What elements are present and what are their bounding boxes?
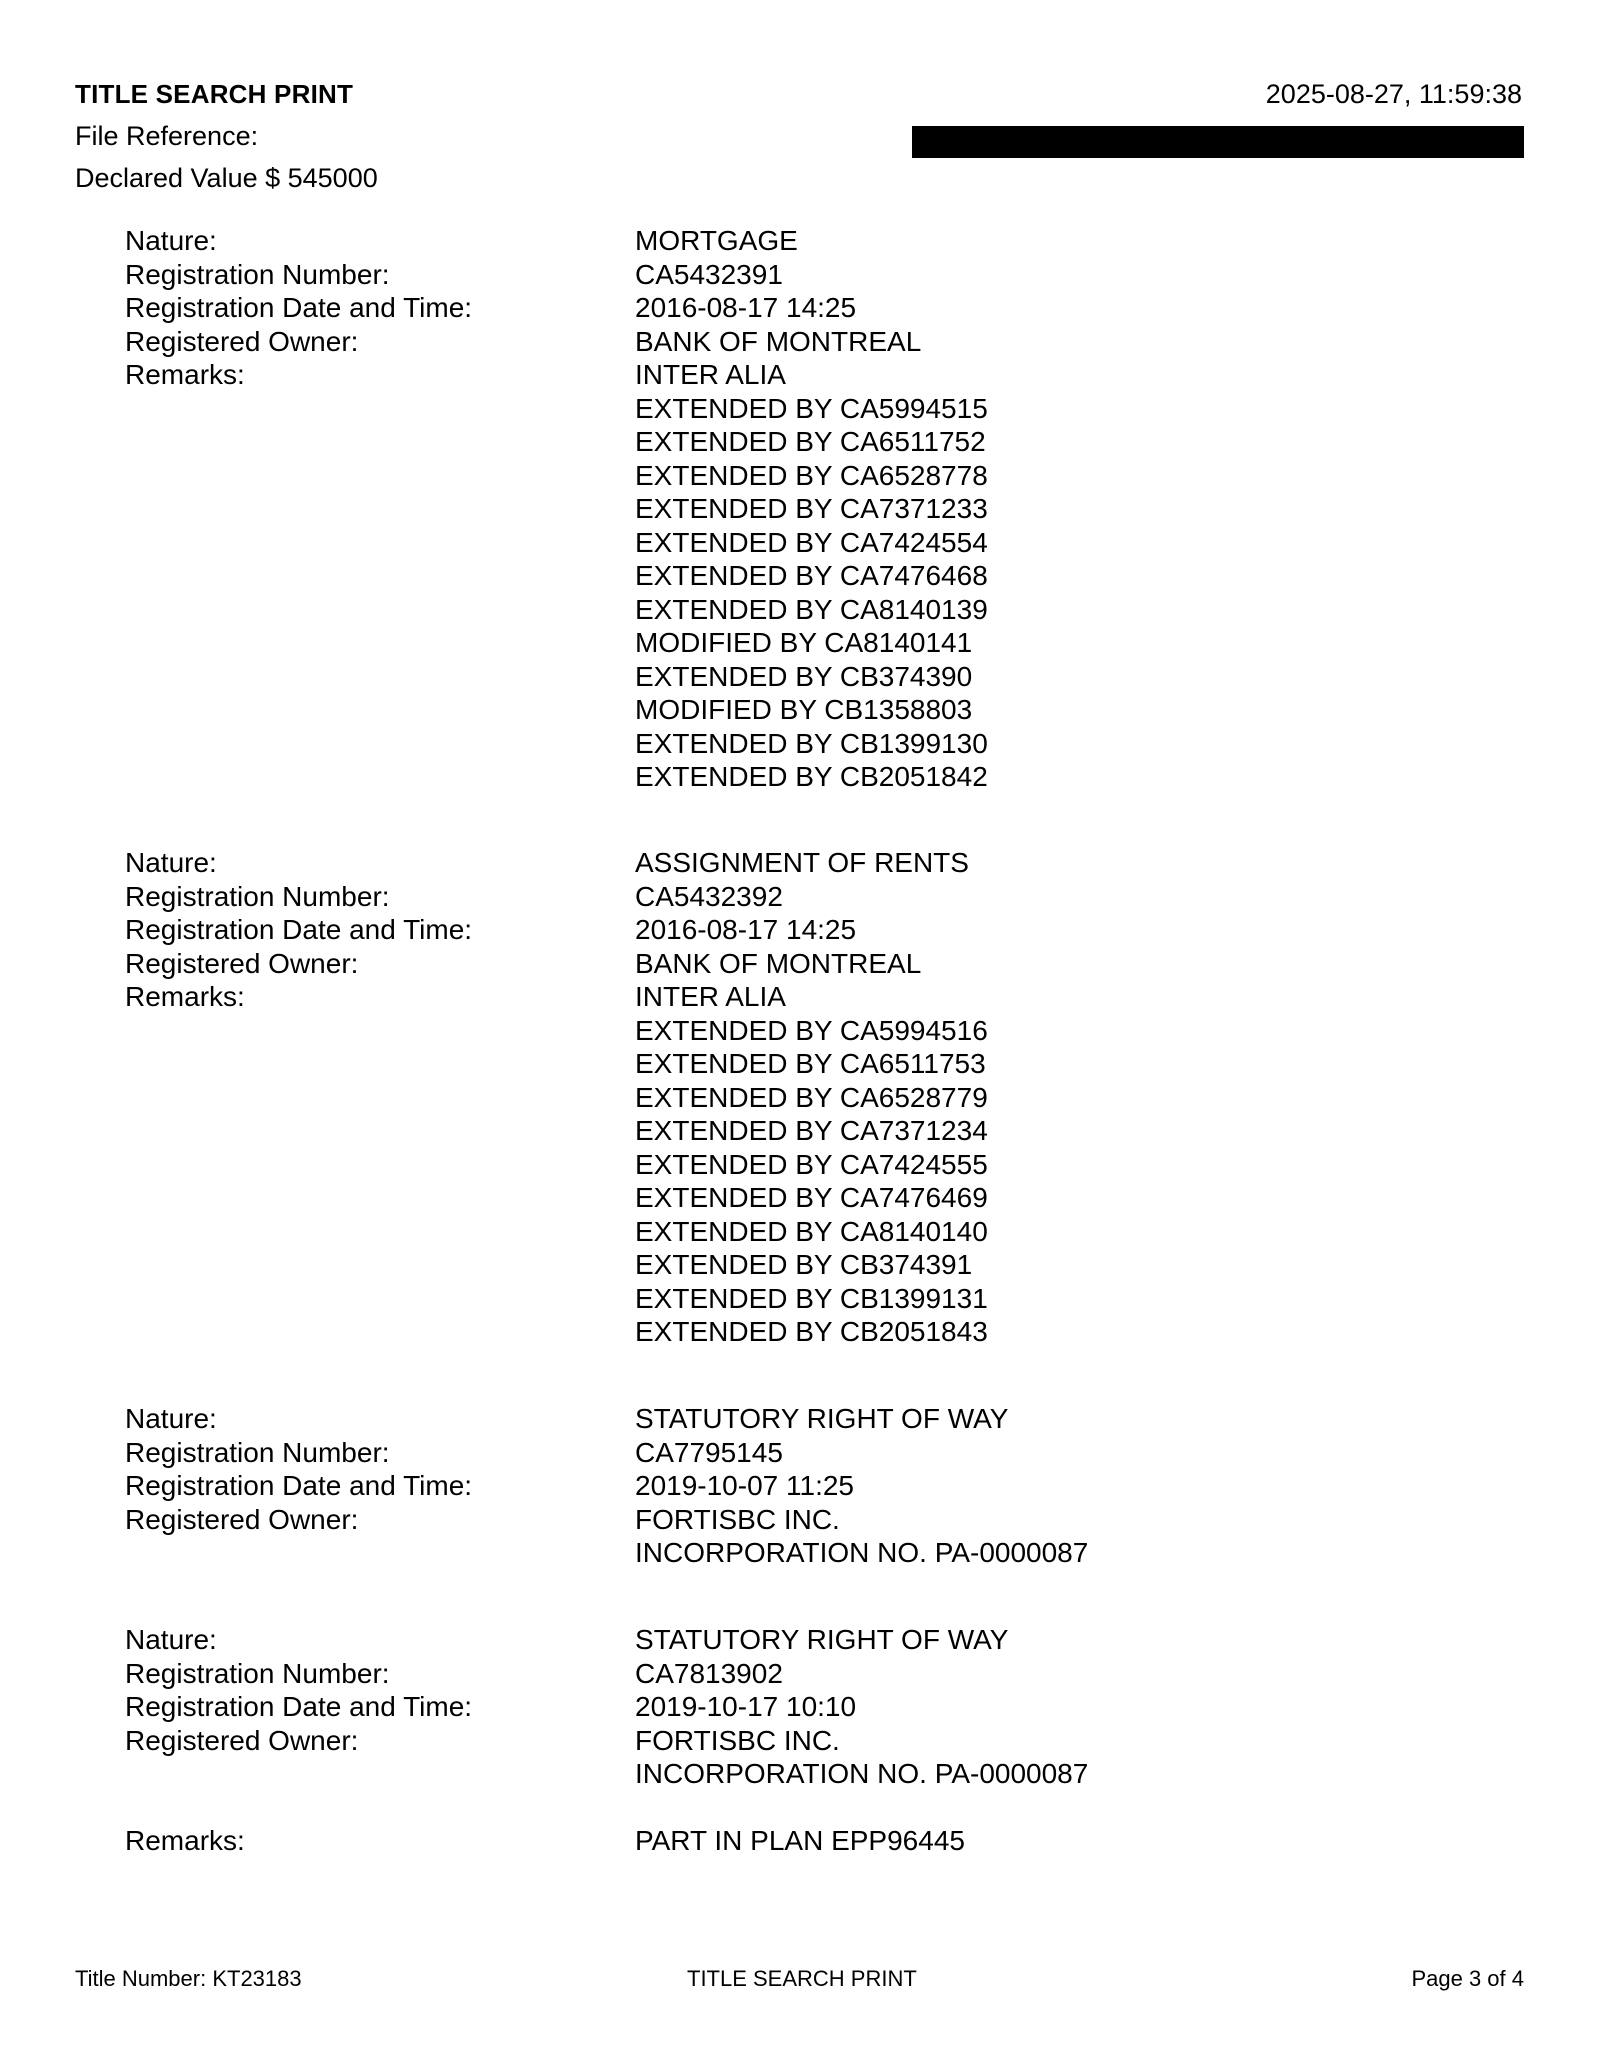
nature-label: Nature: — [125, 225, 217, 256]
remark-line: EXTENDED BY CA6528778 — [635, 459, 988, 491]
footer-title-number: Title Number: KT23183 — [75, 1966, 302, 1991]
registration-number-value: CA7813902 — [635, 1657, 783, 1689]
remark-line: EXTENDED BY CA7371233 — [635, 493, 988, 524]
registered-owner-value: BANK OF MONTREAL — [635, 947, 922, 979]
remark-line: EXTENDED BY CA6528779 — [635, 1081, 988, 1113]
print-timestamp: 2025-08-27, 11:59:38 — [1265, 79, 1522, 109]
remark-line: EXTENDED BY CA6511753 — [635, 1048, 986, 1079]
registration-date-value: 2016-08-17 14:25 — [635, 914, 857, 945]
registered-owner-incorporation: INCORPORATION NO. PA-0000087 — [635, 1537, 1089, 1568]
registered-owner-value: FORTISBC INC. — [635, 1503, 840, 1535]
remark-line: EXTENDED BY CA5994516 — [635, 1014, 988, 1046]
nature-label: Nature: — [125, 1624, 217, 1655]
file-reference-label: File Reference: — [75, 121, 259, 151]
nature-value: ASSIGNMENT OF RENTS — [635, 847, 969, 878]
registration-date-value: 2019-10-07 11:25 — [635, 1470, 854, 1501]
registration-number-value: CA7795145 — [635, 1436, 783, 1468]
footer-title: TITLE SEARCH PRINT — [687, 1966, 917, 1991]
charge-entry-statutory-right-of-way-2 — [125, 1623, 1325, 1858]
footer-page-number: Page 3 of 4 — [1411, 1966, 1524, 1991]
registration-date-label: Registration Date and Time: — [125, 1470, 473, 1501]
page-title: TITLE SEARCH PRINT — [75, 79, 354, 109]
remark-line: EXTENDED BY CA7476468 — [635, 560, 988, 591]
remark-line: EXTENDED BY CA7424555 — [635, 1148, 988, 1180]
redaction-bar — [912, 126, 1524, 158]
nature-label: Nature: — [125, 1403, 217, 1434]
remark-line: INTER ALIA — [635, 981, 786, 1012]
registration-date-value: 2019-10-17 10:10 — [635, 1691, 857, 1722]
charge-entry-assignment-of-rents — [125, 846, 1325, 1349]
registered-owner-incorporation: INCORPORATION NO. PA-0000087 — [635, 1758, 1089, 1789]
registration-number-label: Registration Number: — [125, 1657, 390, 1689]
registration-number-value: CA5432392 — [635, 880, 783, 912]
remark-line: EXTENDED BY CA8140140 — [635, 1215, 988, 1247]
charge-entry-mortgage — [125, 224, 1325, 794]
registered-owner-label: Registered Owner: — [125, 325, 359, 357]
declared-value: Declared Value $ 545000 — [75, 163, 378, 193]
charge-entry-statutory-right-of-way — [125, 1402, 1325, 1570]
remark-line: EXTENDED BY CB1399130 — [635, 727, 988, 759]
remark-line: EXTENDED BY CB1399131 — [635, 1282, 988, 1314]
remarks-label: Remarks: — [125, 981, 245, 1012]
remark-line: PART IN PLAN EPP96445 — [635, 1825, 965, 1856]
remark-line: EXTENDED BY CA8140139 — [635, 593, 988, 625]
registered-owner-label: Registered Owner: — [125, 1503, 359, 1535]
registration-date-label: Registration Date and Time: — [125, 292, 473, 323]
remark-line: EXTENDED BY CB374391 — [635, 1249, 973, 1280]
registered-owner-value: BANK OF MONTREAL — [635, 325, 922, 357]
registration-date-value: 2016-08-17 14:25 — [635, 292, 857, 323]
remark-line: EXTENDED BY CA5994515 — [635, 392, 988, 424]
registration-date-label: Registration Date and Time: — [125, 914, 473, 945]
remark-line: EXTENDED BY CA7424554 — [635, 526, 988, 558]
remark-line: EXTENDED BY CA6511752 — [635, 426, 986, 457]
registration-number-value: CA5432391 — [635, 258, 783, 290]
registered-owner-label: Registered Owner: — [125, 947, 359, 979]
remark-line: MODIFIED BY CA8140141 — [635, 627, 973, 658]
nature-label: Nature: — [125, 847, 217, 878]
remark-line: EXTENDED BY CA7476469 — [635, 1182, 988, 1213]
remarks-label: Remarks: — [125, 1825, 245, 1856]
remark-line: MODIFIED BY CB1358803 — [635, 694, 973, 725]
registration-number-label: Registration Number: — [125, 880, 390, 912]
remark-line: EXTENDED BY CB2051842 — [635, 761, 988, 792]
nature-value: STATUTORY RIGHT OF WAY — [635, 1403, 1009, 1434]
remark-line: EXTENDED BY CA7371234 — [635, 1115, 988, 1146]
registration-date-label: Registration Date and Time: — [125, 1691, 473, 1722]
remark-line: EXTENDED BY CB374390 — [635, 660, 973, 692]
registration-number-label: Registration Number: — [125, 258, 390, 290]
nature-value: MORTGAGE — [635, 225, 798, 256]
nature-value: STATUTORY RIGHT OF WAY — [635, 1624, 1009, 1655]
remark-line: EXTENDED BY CB2051843 — [635, 1316, 988, 1347]
registered-owner-label: Registered Owner: — [125, 1724, 359, 1756]
remarks-label: Remarks: — [125, 359, 245, 390]
registered-owner-value: FORTISBC INC. — [635, 1724, 840, 1756]
registration-number-label: Registration Number: — [125, 1436, 390, 1468]
remark-line: INTER ALIA — [635, 359, 786, 390]
